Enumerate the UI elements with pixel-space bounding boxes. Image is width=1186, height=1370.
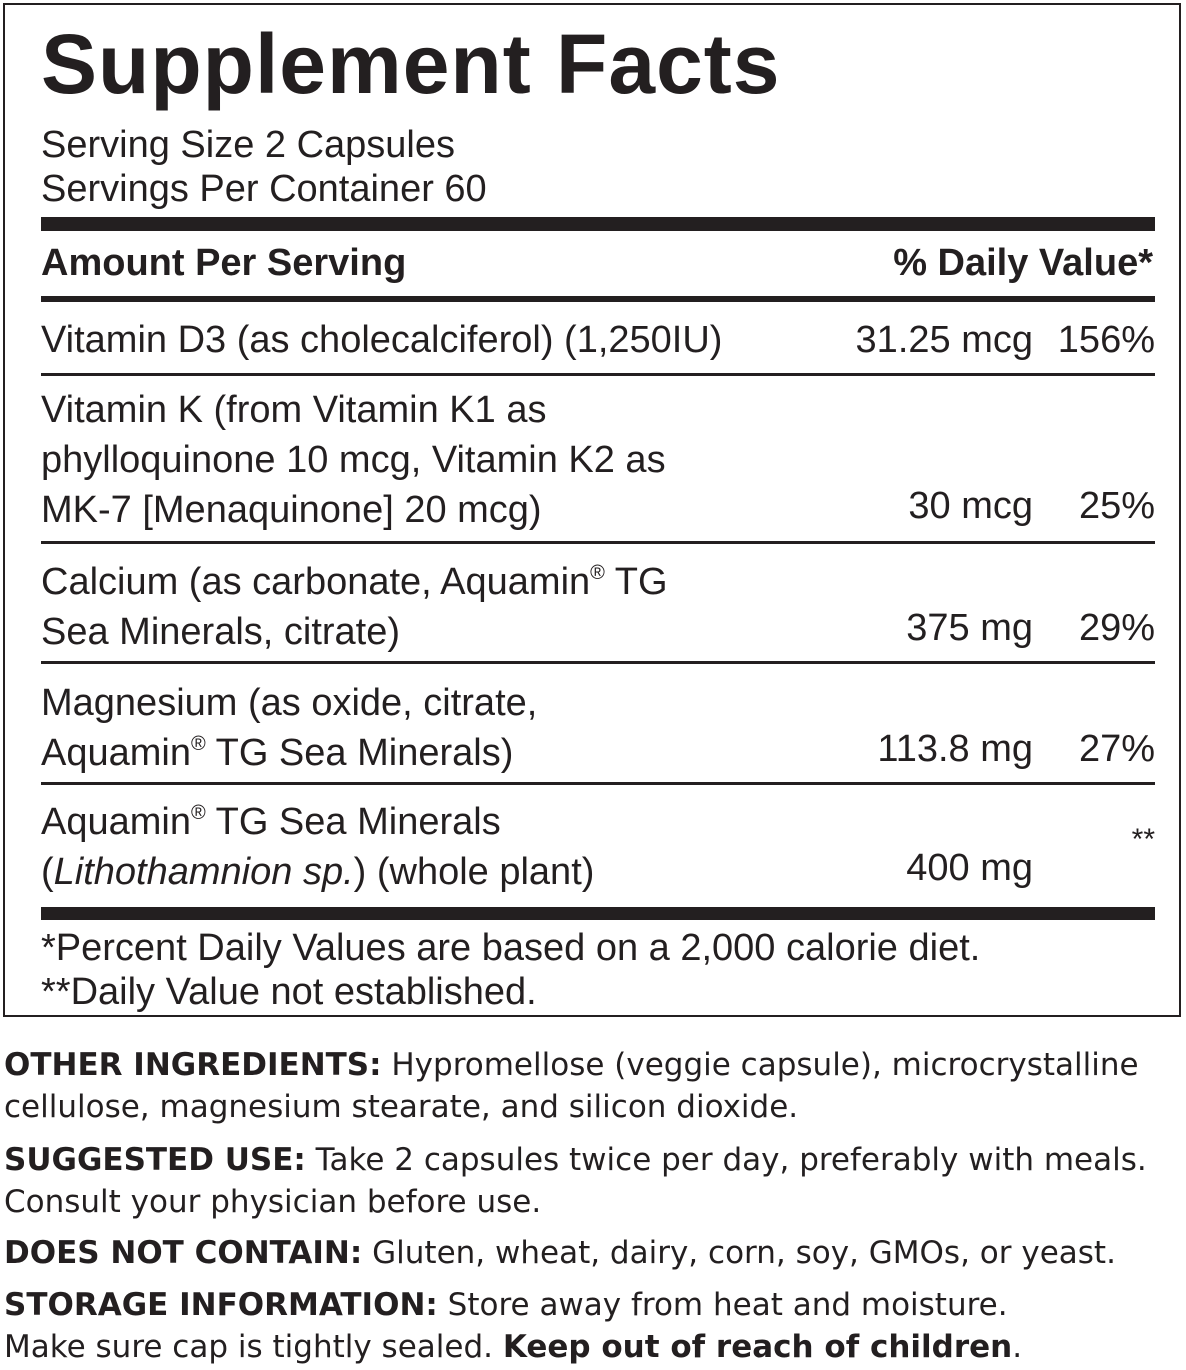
nutrient-name-line: Vitamin D3 (as cholecalciferol) (1,250IU) — [41, 319, 723, 361]
species-name: Lithothamnion sp. — [53, 851, 354, 893]
nutrient-daily-value: 29% — [1078, 607, 1155, 649]
child-warning: Keep out of reach of children — [502, 1329, 1013, 1365]
nutrient-name-line: Aquamin® TG Sea Minerals — [41, 801, 501, 843]
registered-mark: ® — [190, 733, 206, 755]
storage-information: STORAGE INFORMATION: Store away from heat and moisture. Make sure cap is tightly sealed. Keep out of reach of children. — [4, 1287, 1023, 1365]
row-divider — [41, 373, 1155, 376]
section-label: STORAGE INFORMATION: — [4, 1287, 438, 1323]
other-ingredients — [4, 1044, 1174, 1128]
nutrient-name-line: Calcium (as carbonate, Aquamin® TG — [41, 561, 668, 603]
nutrient-daily-value: 25% — [1078, 485, 1155, 527]
suggested-use — [4, 1139, 1174, 1223]
nutrient-name — [41, 678, 537, 778]
nutrient-amount: 31.25 mcg — [855, 319, 1033, 361]
registered-mark: ® — [590, 562, 605, 584]
section-text: Gluten, wheat, dairy, corn, soy, GMOs, or yeast. — [362, 1235, 1116, 1271]
section-text: Store away from heat and moisture. — [437, 1287, 1008, 1323]
supplement-facts-panel — [3, 3, 1181, 1017]
section-label: SUGGESTED USE: — [4, 1142, 306, 1178]
nutrient-name — [41, 385, 666, 535]
does-not-contain — [4, 1232, 1174, 1274]
nutrient-name-line: MK-7 [Menaquinone] 20 mcg) — [41, 489, 542, 531]
section-text: Take 2 capsules twice per day, preferably with meals. — [305, 1142, 1147, 1178]
section-label: OTHER INGREDIENTS: — [4, 1047, 382, 1083]
nutrient-daily-value: ** — [1131, 823, 1155, 856]
daily-value-header: % Daily Value* — [893, 242, 1153, 284]
nutrient-row-vitamin-k — [41, 385, 1155, 541]
nutrient-row-magnesium — [41, 678, 1155, 782]
nutrient-name-line: Vitamin K (from Vitamin K1 as — [41, 389, 547, 431]
serving-size: Serving Size 2 Capsules — [41, 124, 455, 166]
nutrient-amount: 400 mg — [906, 847, 1033, 889]
row-divider — [41, 782, 1155, 785]
amount-per-serving-header: Amount Per Serving — [41, 242, 407, 284]
nutrient-row-aquamin — [41, 797, 1155, 901]
thick-divider — [41, 217, 1155, 231]
footnote-not-established: **Daily Value not established. — [41, 971, 537, 1013]
nutrient-amount: 375 mg — [906, 607, 1033, 649]
nutrient-name — [41, 557, 668, 657]
nutrient-row-calcium — [41, 557, 1155, 661]
nutrient-name-line: Sea Minerals, citrate) — [41, 611, 401, 653]
section-text: cellulose, magnesium stearate, and silicon dioxide. — [4, 1089, 799, 1125]
nutrient-name-line: Aquamin® TG Sea Minerals) — [41, 732, 514, 774]
row-divider — [41, 541, 1155, 544]
nutrient-row-vitamin-d3 — [41, 315, 1155, 371]
registered-mark: ® — [190, 802, 206, 824]
section-label: DOES NOT CONTAIN: — [4, 1235, 363, 1271]
nutrient-name-line: (Lithothamnion sp.) (whole plant) — [41, 851, 595, 893]
nutrient-daily-value: 156% — [1057, 319, 1155, 361]
nutrient-amount: 30 mcg — [908, 485, 1033, 527]
nutrient-name — [41, 315, 722, 365]
thick-divider — [41, 907, 1155, 920]
nutrient-name-line: phylloquinone 10 mcg, Vitamin K2 as — [41, 439, 666, 481]
section-text: Consult your physician before use. — [4, 1184, 542, 1220]
panel-title: Supplement Facts — [41, 17, 781, 111]
footnote-daily-value: *Percent Daily Values are based on a 2,000 calorie diet. — [41, 927, 981, 969]
nutrient-name — [41, 797, 594, 897]
section-text: Make sure cap is tightly sealed. — [4, 1329, 503, 1365]
row-divider — [41, 661, 1155, 664]
nutrient-daily-value: 27% — [1078, 728, 1155, 770]
section-text: Hypromellose (veggie capsule), microcrystalline — [381, 1047, 1139, 1083]
servings-per-container: Servings Per Container 60 — [41, 168, 487, 210]
nutrient-amount: 113.8 mg — [877, 728, 1033, 770]
medium-divider — [41, 296, 1155, 302]
nutrient-name-line: Magnesium (as oxide, citrate, — [41, 682, 538, 724]
